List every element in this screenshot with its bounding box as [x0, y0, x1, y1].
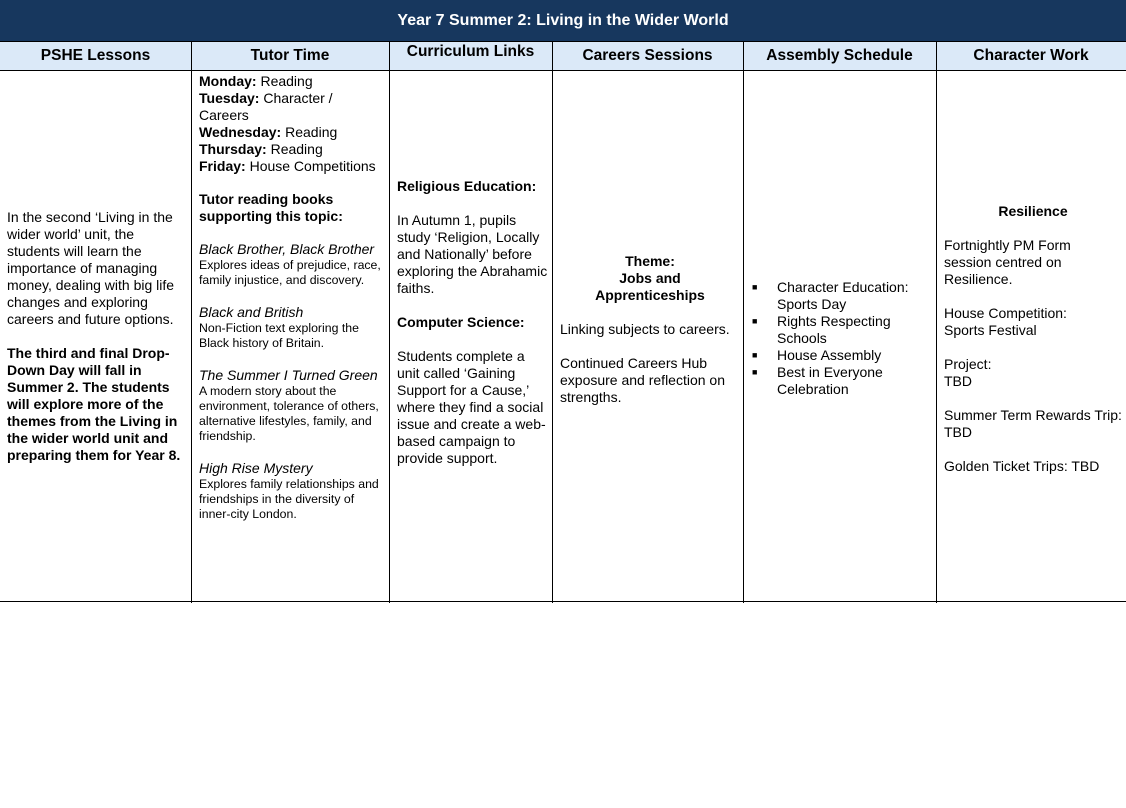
character-pm-form: Fortnightly PM Form session centred on Resilience.	[944, 237, 1071, 287]
column-divider	[191, 41, 192, 603]
careers-theme-label: Theme:	[625, 253, 675, 269]
character-house-competition: House Competition: Sports Festival	[944, 305, 1067, 338]
curriculum-links-cell	[397, 178, 548, 707]
tutor-day-wednesday: Wednesday: Reading	[199, 124, 338, 140]
book-description: Non-Fiction text exploring the Black history of Britain.	[199, 321, 359, 350]
tutor-day-friday: Friday: House Competitions	[199, 158, 376, 174]
character-golden-ticket: Golden Ticket Trips: TBD	[944, 458, 1100, 474]
bullet-icon: ■	[752, 367, 758, 377]
re-text: In Autumn 1, pupils study ‘Religion, Locally and Nationally’ before exploring the Abrahamic faiths.	[397, 212, 548, 296]
page-title: Year 7 Summer 2: Living in the Wider World	[0, 0, 1126, 41]
careers-theme: Jobs and Apprenticeships	[595, 270, 705, 303]
header-pshe-lessons: PSHE Lessons	[40, 47, 151, 64]
re-heading: Religious Education:	[397, 178, 537, 194]
character-heading: Resilience	[998, 203, 1068, 219]
book-title: The Summer I Turned Green	[199, 367, 378, 383]
column-divider	[389, 41, 390, 603]
bullet-icon: ■	[752, 316, 758, 326]
character-project: Project: TBD	[944, 356, 992, 389]
careers-sessions-cell	[560, 253, 740, 782]
header-careers-sessions: Careers Sessions	[582, 47, 713, 64]
book-title: Black and British	[199, 304, 304, 320]
book-title: High Rise Mystery	[199, 460, 313, 476]
header-assembly-schedule: Assembly Schedule	[766, 47, 913, 64]
cs-heading: Computer Science:	[397, 314, 525, 330]
character-rewards-trip: Summer Term Rewards Trip: TBD	[944, 407, 1122, 440]
tutor-day-tuesday: Tuesday: Character / Careers	[199, 90, 333, 123]
header-row	[0, 41, 1126, 71]
book-description: A modern story about the environment, tolerance of others, alternative lifestyles, family, and friendship.	[199, 384, 379, 443]
book-description: Explores family relationships and friendships in the diversity of inner-city London.	[199, 477, 379, 521]
book-description: Explores ideas of prejudice, race, family injustice, and discovery.	[199, 258, 381, 287]
careers-hub: Continued Careers Hub exposure and reflection on strengths.	[560, 355, 725, 405]
pshe-intro: In the second ‘Living in the wider world’ unit, the students will learn the importance of managing money, dealing with big life changes and exploring careers and future options.	[7, 209, 175, 327]
column-divider	[936, 41, 937, 603]
book-title: Black Brother, Black Brother	[199, 241, 375, 257]
tutor-time-cell	[199, 73, 385, 602]
tutor-day-monday: Monday: Reading	[199, 73, 313, 89]
pshe-lessons-cell	[7, 72, 189, 601]
assembly-item: ■ House Assembly	[752, 347, 882, 363]
bullet-icon: ■	[752, 350, 758, 360]
tutor-books-heading: Tutor reading books supporting this topic:	[199, 191, 343, 224]
assembly-list	[743, 279, 933, 398]
assembly-item: ■ Best in Everyone Celebration	[752, 364, 883, 397]
careers-linking-subjects: Linking subjects to careers.	[560, 321, 730, 337]
header-tutor-time: Tutor Time	[250, 47, 330, 64]
assembly-item: ■ Rights Respecting Schools	[752, 313, 891, 346]
assembly-schedule-cell	[743, 279, 933, 808]
header-character-work: Character Work	[973, 47, 1089, 64]
header-curriculum-links: Curriculum Links	[406, 43, 535, 60]
pshe-dropdown-day: The third and final Drop-Down Day will fall in Summer 2. The students will explore more of the themes from the Living in the wider world unit and preparing them for Year 8.	[7, 345, 181, 463]
bullet-icon: ■	[752, 282, 758, 292]
column-divider	[552, 41, 553, 603]
cs-text: Students complete a unit called ‘Gaining Support for a Cause,’ where they find a social issue and create a web-based campaign to provide support.	[397, 348, 546, 466]
assembly-item: ■ Character Education: Sports Day	[752, 279, 909, 312]
character-work-cell	[944, 203, 1122, 732]
tutor-day-thursday: Thursday: Reading	[199, 141, 323, 157]
